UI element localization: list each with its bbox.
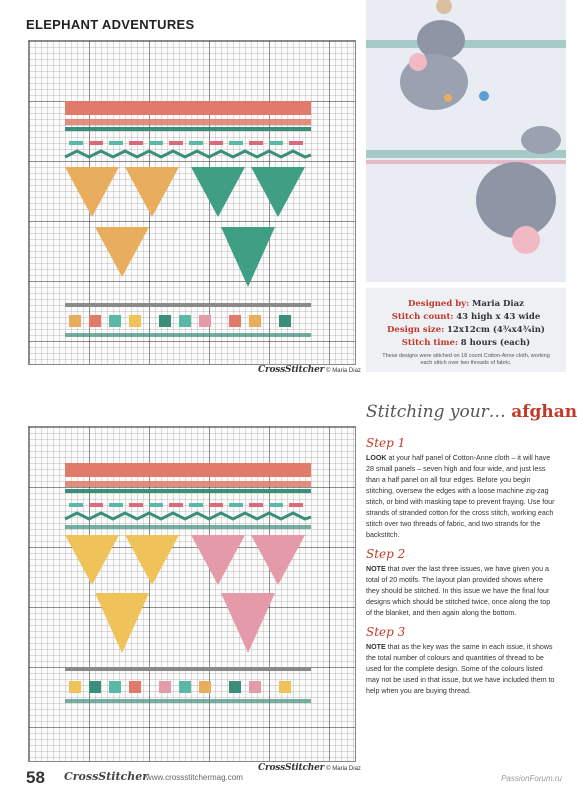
- design-info-box: [366, 288, 566, 372]
- cross-stitch-chart-1: [28, 40, 356, 365]
- step-2-heading: Step 2: [366, 547, 406, 561]
- chart-2-green-stripe: [65, 489, 311, 493]
- stitch-time-line: [366, 337, 566, 350]
- section-title-accent: afghan: [511, 402, 577, 422]
- designer-value: Maria Diaz: [471, 299, 524, 309]
- cross-stitch-chart-2: [28, 426, 356, 762]
- step-1-lead: LOOK: [366, 454, 387, 462]
- chart-1-flag-5: [251, 167, 305, 217]
- stitch-count-value: 43 high x 43 wide: [456, 312, 541, 322]
- page-header-title: ELEPHANT ADVENTURES: [26, 17, 195, 32]
- step-3-text: [366, 642, 558, 697]
- chart-1-flag-1: [65, 167, 119, 217]
- chart-2-flag-4: [191, 535, 245, 585]
- chart-1-flag-2: [125, 167, 179, 217]
- design-size-value: 12x12cm (4¾x4¾in): [447, 325, 545, 335]
- chart-2-credit-brand: CrossStitcher: [258, 763, 325, 773]
- chart-2-bottom-squares: [69, 681, 291, 693]
- chart-1-zigzag: [65, 151, 311, 157]
- step-1-heading: Step 1: [366, 436, 406, 450]
- chart-2-stripe-2: [65, 525, 311, 529]
- chart-2-flag-2: [125, 535, 179, 585]
- section-title: [366, 402, 577, 422]
- chart-2-bottom-line: [65, 667, 311, 671]
- chart-1-top-band-2: [65, 119, 311, 125]
- design-size-label: Design size:: [387, 325, 445, 335]
- stitch-count-label: Stitch count:: [391, 312, 454, 322]
- step-2-text: [366, 564, 558, 619]
- chart-2-flag-6: [221, 593, 275, 653]
- step-1-body: at your half panel of Cotton-Anne cloth – it will have 28 small panels – seven high and four wide, and just less than a half panel on all four edges. Before you begin stitching, oversew the edges with a loose machine zig-zag stitch, or bind with masking tape to prevent fraying. Use four strands of stranded cotton for the cross stitch, working each stitch over two threads of fabric, and two strands for the backstitch.: [366, 454, 555, 539]
- chart-1-bottom-line: [65, 303, 311, 307]
- afghan-photo: [366, 0, 566, 282]
- chart-1-top-band: [65, 101, 311, 115]
- stitch-time-label: Stitch time:: [401, 338, 459, 348]
- designer-line: [366, 298, 566, 311]
- chart-1-bottom-line-2: [65, 333, 311, 337]
- chart-1-credit-brand: CrossStitcher: [258, 365, 325, 375]
- chart-2-dash-row: [69, 503, 303, 507]
- chart-2-flag-1: [65, 535, 119, 585]
- watermark: PassionForum.ru: [501, 774, 562, 783]
- design-size-line: [366, 324, 566, 337]
- stitch-count-line: [366, 311, 566, 324]
- chart-1-credit: [258, 365, 361, 375]
- chart-1-dash-row: [69, 141, 303, 145]
- chart-1-credit-author: © Maria Diaz: [326, 368, 361, 374]
- chart-2-pattern: [29, 427, 357, 763]
- page-footer: [26, 768, 566, 788]
- step-2-lead: NOTE: [366, 565, 386, 573]
- instruction-steps: [366, 430, 558, 697]
- chart-1-bottom-squares: [69, 315, 291, 327]
- chart-2-top-band: [65, 463, 311, 477]
- fabric-note: These designs were stitched on 18 count Cotton-Anne cloth, working each stitch over two threads of fabric.: [382, 353, 550, 366]
- step-3-body: that as the key was the same in each issue, it shows the total number of colours and quantities of thread to be used for the complete design. Some of the colours listed may not be used in that issue, but we have included them to help when you are buying thread.: [366, 643, 555, 695]
- chart-2-bottom-line-2: [65, 699, 311, 703]
- chart-1-flag-4: [191, 167, 245, 217]
- step-3-heading: Step 3: [366, 625, 406, 639]
- step-1-text: [366, 453, 558, 541]
- footer-url[interactable]: www.crossstitchermag.com: [146, 773, 243, 782]
- page-number: 58: [26, 768, 45, 787]
- footer-brand: CrossStitcher: [64, 770, 149, 783]
- chart-2-credit-author: © Maria Diaz: [326, 766, 361, 772]
- chart-1-pattern: [29, 41, 357, 366]
- stitch-time-value: 8 hours (each): [460, 338, 531, 348]
- afghan-photo-illustration: [366, 0, 566, 282]
- chart-1-green-stripe: [65, 127, 311, 131]
- designer-label: Designed by:: [408, 299, 470, 309]
- chart-2-flag-5: [251, 535, 305, 585]
- section-title-prefix: Stitching your…: [366, 402, 506, 422]
- step-2-body: that over the last three issues, we have given you a total of 20 motifs. The layout plan provided shows where they should be stitched. In this issue we have the final four designs which should be stitched twice, once along the top of the blanket, and then again along the bottom.: [366, 565, 551, 617]
- step-3-lead: NOTE: [366, 643, 386, 651]
- chart-1-flag-6: [221, 227, 275, 287]
- chart-1-flag-3: [95, 227, 149, 277]
- chart-2-flag-3: [95, 593, 149, 653]
- chart-2-zigzag: [65, 513, 311, 519]
- chart-2-top-band-2: [65, 481, 311, 487]
